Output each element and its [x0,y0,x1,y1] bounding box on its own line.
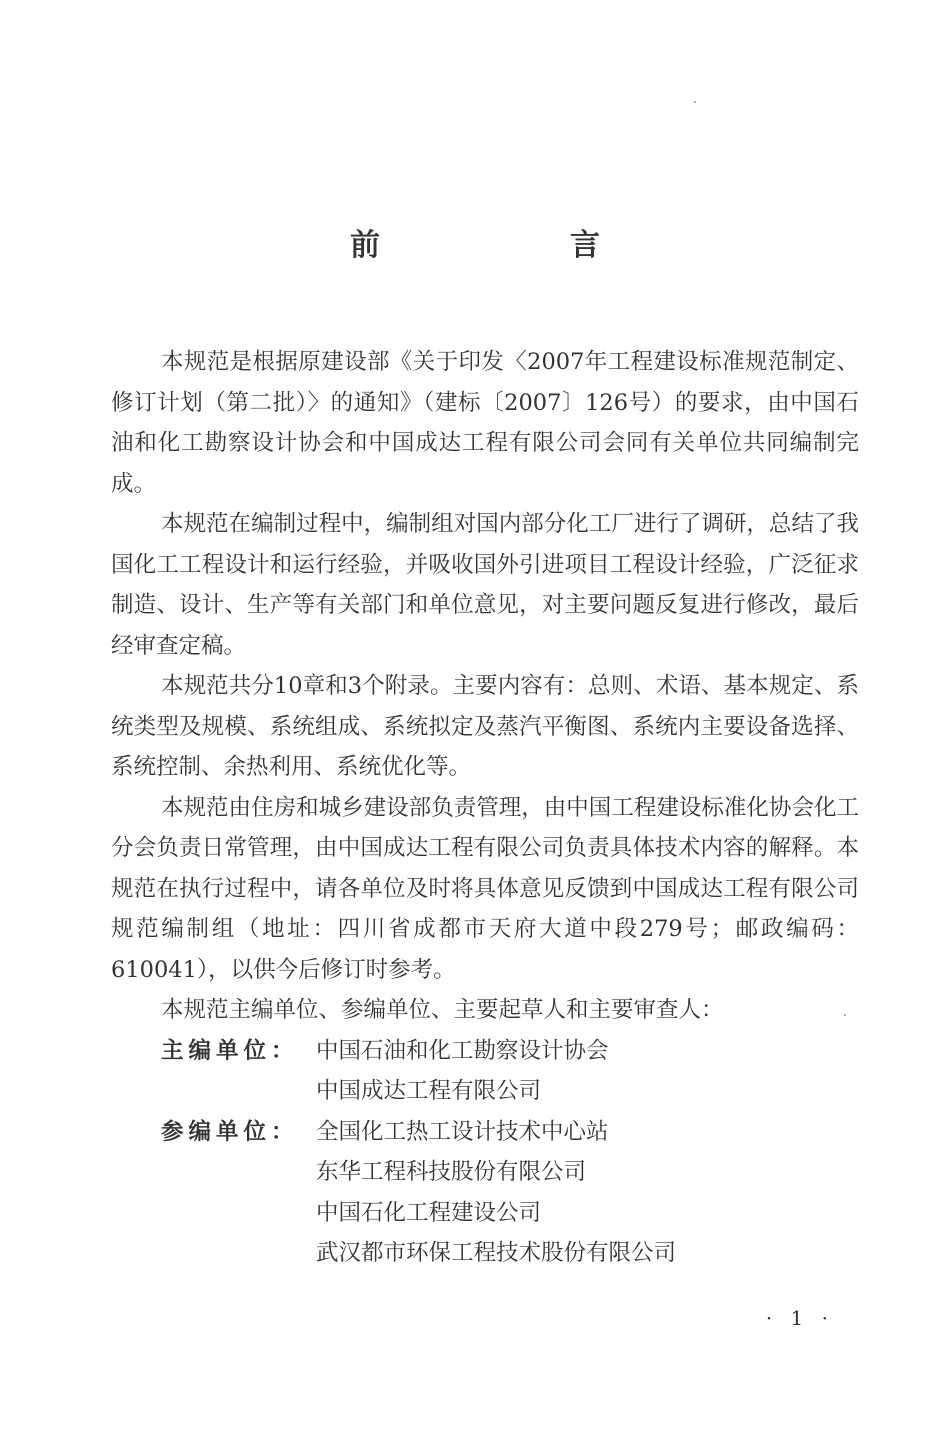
participant-name: 全国化工热工设计技术中心站 [316,1118,609,1145]
paragraph-process: 本规范在编制过程中，编制组对国内部分化工厂进行了调研，总结了我国化工工程设计和运行经验，并吸收国外引进项目工程设计经验，广泛征求制造、设计、生产等有关部门和单位意见，对主要问题反复进行修改，最后经审查定稿。 [111,511,859,659]
page-number: · 1 · [765,1306,834,1330]
chief-editor-name: 中国成达工程有限公司 [316,1078,542,1104]
chief-editor-list [316,1031,859,1112]
paragraph-contents: 本规范共分10章和3个附录。主要内容有：总则、术语、基本规定、系统类型及规模、系统组成、系统拟定及蒸汽平衡图、系统内主要设备选择、系统控制、余热利用、系统优化等。 [111,673,859,780]
signatories-intro: 本规范主编单位、参编单位、主要起草人和主要审查人： [161,997,724,1023]
paragraph-basis: 本规范是根据原建设部《关于印发〈2007年工程建设标准规范制定、修订计划（第二批）〉的通知》（建标〔2007〕126号）的要求，由中国石油和化工勘察设计协会和中国成达工程有限公司会同有关单位共同编制完成。 [111,349,859,497]
participating-section [111,1112,859,1274]
page-title: 前 言 [350,228,680,263]
participant-name: 东华工程科技股份有限公司 [316,1159,587,1185]
chief-editor-name: 中国石油和化工勘察设计协会 [316,1037,609,1064]
participant-name: 武汉都市环保工程技术股份有限公司 [316,1240,677,1266]
participating-label: 参编单位： [161,1118,299,1145]
chief-editor-label: 主编单位： [161,1037,299,1064]
participating-list [316,1112,859,1274]
participant-name: 中国石化工程建设公司 [316,1199,542,1226]
document-body [111,342,859,1274]
scan-speck [694,101,696,103]
chief-editor-section [111,1031,859,1112]
paragraph-management: 本规范由住房和城乡建设部负责管理，由中国工程建设标准化协会化工分会负责日常管理，由中国成达工程有限公司负责具体技术内容的解释。本规范在执行过程中，请各单位及时将具体意见反馈到中国成达工程有限公司规范编制组（地址：四川省成都市天府大道中段279号；邮政编码：610041），以供今后修订时参考。 [111,794,859,983]
